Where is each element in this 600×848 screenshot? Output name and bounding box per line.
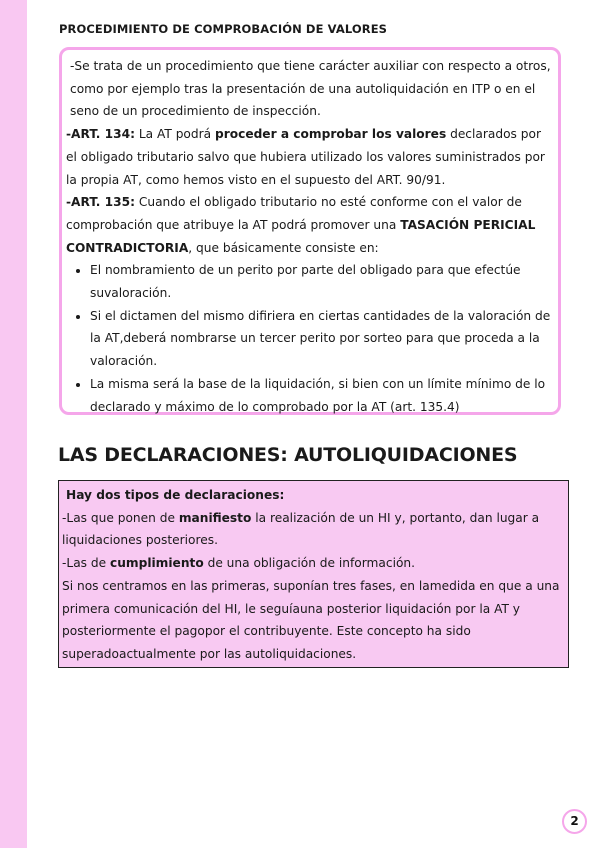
art-134-label: -ART. 134: [66,127,135,142]
declaraciones-box [58,480,569,668]
page-title: LAS DECLARACIONES: AUTOLIQUIDACIONES [58,444,518,466]
item-1-suffix: la realización de un HI y, portanto, dan lugar a liquidaciones posteriores. [62,510,540,548]
art-134-emphasis: proceder a comprobar los valores [214,127,447,142]
art-134-text-b: declarados por el obligado tributario salvo que hubiera utilizado los valores suministrados por la propia AT, como hemos visto en el supuesto del ART. 90/91. [66,127,545,187]
art-134-paragraph [66,123,555,191]
intro-paragraph: -Se trata de un procedimiento que tiene carácter auxiliar con respecto a otros, como por ejemplo tras la presentación de una autoliquidación en ITP o en el seno de un procedimiento de inspección. [70,59,551,119]
declaraciones-item-1 [62,507,565,552]
art-134-text-a: La AT podrá [134,127,215,142]
art-135-label: -ART. 135: [66,195,135,210]
art-135-text-a: Cuando el obligado tributario no esté conforme con el valor de comprobación que atribuye la AT podrá promover una [66,195,522,232]
declaraciones-closing: Si nos centramos en las primeras, suponían tres fases, en lamedida en que a una primera comunicación del HI, le seguíauna posterior liquidación por la AT y posteriormente el pagopor el contribuyente. Este concepto ha sido superadoactualmente por las autoliquidaciones. [62,578,560,661]
list-item: • El nombramiento de un perito por parte del obligado para que efectúe suvaloración. [90,259,555,304]
list-item: • Si el dictamen del mismo difiriera en ciertas cantidades de la valoración de la AT,deberá nombrarse un tercer perito por sorteo para que proceda a la valoración. [90,305,555,373]
item-1-emphasis: manifiesto [178,510,252,525]
declaraciones-item-2 [62,552,565,575]
list-item: • La misma será la base de la liquidación, si bien con un límite mínimo de lo declarado y máximo de lo comprobado por la AT (art. 135.4) [90,373,555,418]
declaraciones-box-title: Hay dos tipos de declaraciones: [66,488,285,502]
item-1-prefix: -Las que ponen de [62,510,179,525]
page-side-stripe [0,0,27,848]
item-2-emphasis: cumplimiento [110,556,204,571]
page-number-badge: 2 [562,809,587,834]
art-135-emphasis: TASACIÓN PERICIAL CONTRADICTORIA [66,217,536,255]
item-2-suffix: de una obligación de información. [203,556,416,571]
tasacion-bullet-list [66,259,555,418]
art-135-text-b: , que básicamente consiste en: [188,240,379,255]
art-135-paragraph [66,191,555,259]
item-2-prefix: -Las de [62,556,110,571]
procedure-box [59,47,561,415]
section-heading: PROCEDIMIENTO DE COMPROBACIÓN DE VALORES [59,22,388,36]
